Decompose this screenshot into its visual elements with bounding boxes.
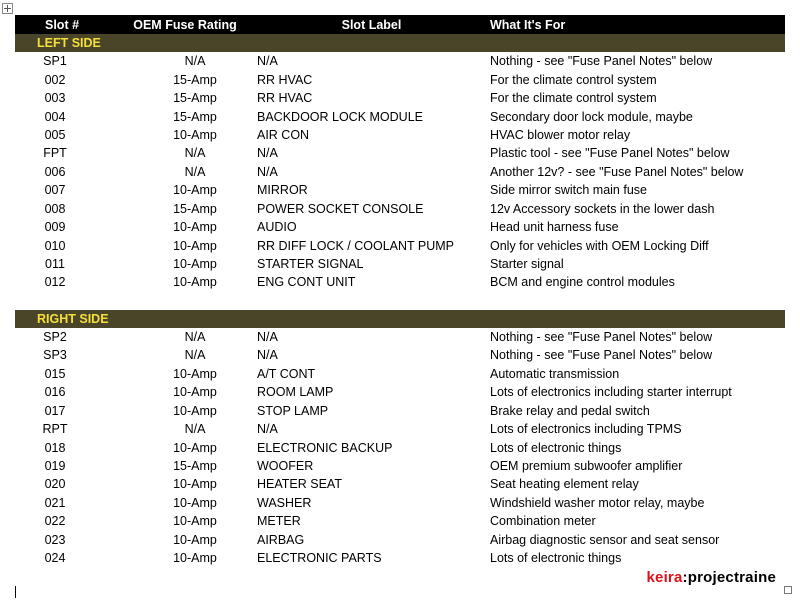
table-row: [15, 200, 785, 218]
brand-part1: keira: [646, 569, 683, 586]
table-row: [15, 549, 785, 567]
cell-label: BACKDOOR LOCK MODULE: [257, 109, 424, 124]
cell-rating: 10-Amp: [173, 220, 217, 235]
cell-label: ELECTRONIC PARTS: [257, 551, 382, 566]
cell-slot: 004: [44, 109, 66, 124]
cell-rating: 15-Amp: [173, 458, 217, 473]
cell-purpose: Lots of electronics including starter interrupt: [490, 385, 732, 400]
resize-square-icon[interactable]: [784, 586, 792, 594]
cell-rating: N/A: [184, 329, 206, 344]
cell-rating: 10-Amp: [173, 183, 217, 198]
cell-slot: SP3: [43, 348, 67, 363]
header-slot: Slot #: [15, 15, 115, 34]
cell-label: METER: [257, 514, 301, 529]
cell-purpose: Automatic transmission: [490, 366, 620, 381]
cell-purpose: OEM premium subwoofer amplifier: [490, 458, 683, 473]
section-header-right-side: [15, 310, 785, 328]
cell-label: N/A: [257, 329, 278, 344]
cell-label: N/A: [257, 164, 278, 179]
cell-rating: 10-Amp: [173, 127, 217, 142]
cell-purpose: HVAC blower motor relay: [490, 127, 631, 142]
table-row: [15, 346, 785, 364]
cell-purpose: Airbag diagnostic sensor and seat sensor: [490, 532, 720, 547]
cell-purpose: Another 12v? - see "Fuse Panel Notes" below: [490, 164, 744, 179]
text-cursor: [15, 586, 16, 598]
fuse-table: [15, 15, 785, 567]
cell-purpose: Nothing - see "Fuse Panel Notes" below: [490, 54, 713, 69]
cell-rating: 15-Amp: [173, 109, 217, 124]
header-purpose: What It's For: [488, 15, 785, 34]
table-row: [15, 401, 785, 419]
cell-slot: SP2: [43, 329, 67, 344]
cell-rating: 10-Amp: [173, 477, 217, 492]
table-header-row: [15, 15, 785, 34]
cell-slot: 016: [44, 385, 66, 400]
table-row: [15, 163, 785, 181]
cell-slot: 020: [44, 477, 66, 492]
table-row: [15, 457, 785, 475]
table-row: [15, 144, 785, 162]
table-row: [15, 52, 785, 70]
cell-label: RR HVAC: [257, 91, 313, 106]
cell-slot: SP1: [43, 54, 67, 69]
table-row: [15, 218, 785, 236]
cell-label: ELECTRONIC BACKUP: [257, 440, 393, 455]
cell-slot: 010: [44, 238, 66, 253]
cell-label: STOP LAMP: [257, 403, 329, 418]
cell-rating: 15-Amp: [173, 72, 217, 87]
cell-slot: RPT: [42, 422, 68, 437]
section-title: RIGHT SIDE: [15, 310, 785, 328]
cell-purpose: For the climate control system: [490, 91, 657, 106]
cell-purpose: Seat heating element relay: [490, 477, 639, 492]
table-row: [15, 107, 785, 125]
cell-label: A/T CONT: [257, 366, 316, 381]
cell-slot: 022: [44, 514, 66, 529]
table-row: [15, 494, 785, 512]
table-row: [15, 328, 785, 346]
cell-label: ENG CONT UNIT: [257, 275, 356, 290]
cell-label: WOOFER: [257, 458, 314, 473]
cell-rating: 10-Amp: [173, 532, 217, 547]
cell-purpose: Nothing - see "Fuse Panel Notes" below: [490, 348, 713, 363]
cell-label: AIR CON: [257, 127, 310, 142]
cell-slot: 015: [44, 366, 66, 381]
cell-purpose: Windshield washer motor relay, maybe: [490, 495, 705, 510]
cell-rating: 10-Amp: [173, 385, 217, 400]
section-title: LEFT SIDE: [15, 34, 785, 52]
cell-label: HEATER SEAT: [257, 477, 342, 492]
cell-purpose: Plastic tool - see "Fuse Panel Notes" below: [490, 146, 730, 161]
cell-purpose: For the climate control system: [490, 72, 657, 87]
cell-label: RR HVAC: [257, 72, 313, 87]
table-row: [15, 89, 785, 107]
cell-slot: 024: [44, 551, 66, 566]
table-row: [15, 181, 785, 199]
cell-slot: 005: [44, 127, 66, 142]
cell-purpose: Brake relay and pedal switch: [490, 403, 650, 418]
cell-purpose: Secondary door lock module, maybe: [490, 109, 693, 124]
cell-slot: 011: [45, 257, 65, 272]
cell-purpose: Only for vehicles with OEM Locking Diff: [490, 238, 709, 253]
cell-rating: 10-Amp: [173, 403, 217, 418]
cell-label: STARTER SIGNAL: [257, 257, 364, 272]
cell-slot: 018: [44, 440, 66, 455]
brand-part2: projectraine: [687, 569, 776, 586]
cell-purpose: 12v Accessory sockets in the lower dash: [490, 201, 715, 216]
cell-rating: 10-Amp: [173, 551, 217, 566]
cell-purpose: Side mirror switch main fuse: [490, 183, 647, 198]
table-row: [15, 236, 785, 254]
cell-label: N/A: [257, 54, 278, 69]
cell-label: AIRBAG: [257, 532, 305, 547]
cell-label: N/A: [257, 348, 278, 363]
spacer-row: [15, 292, 785, 310]
cell-purpose: Nothing - see "Fuse Panel Notes" below: [490, 329, 713, 344]
cell-rating: 10-Amp: [173, 495, 217, 510]
cell-rating: N/A: [184, 422, 206, 437]
cell-rating: N/A: [184, 164, 206, 179]
cell-label: RR DIFF LOCK / COOLANT PUMP: [257, 238, 455, 253]
cell-slot: FPT: [43, 146, 67, 161]
cell-rating: 10-Amp: [173, 238, 217, 253]
table-row: [15, 365, 785, 383]
cell-slot: 012: [44, 275, 66, 290]
cell-slot: 007: [44, 183, 66, 198]
cell-rating: 15-Amp: [173, 201, 217, 216]
cell-rating: 10-Amp: [173, 514, 217, 529]
cell-label: N/A: [257, 422, 278, 437]
cell-purpose: Combination meter: [490, 514, 596, 529]
cell-slot: 008: [44, 201, 66, 216]
cell-purpose: Lots of electronics including TPMS: [490, 422, 682, 437]
table-row: [15, 70, 785, 88]
cell-label: POWER SOCKET CONSOLE: [257, 201, 424, 216]
cell-purpose: Head unit harness fuse: [490, 220, 619, 235]
table-row: [15, 531, 785, 549]
cell-label: ROOM LAMP: [257, 385, 334, 400]
table-row: [15, 475, 785, 493]
table-row: [15, 438, 785, 456]
cell-label: AUDIO: [257, 220, 297, 235]
cell-purpose: BCM and engine control modules: [490, 275, 675, 290]
table-row: [15, 255, 785, 273]
cell-slot: 017: [44, 403, 66, 418]
cell-rating: 10-Amp: [173, 440, 217, 455]
table-row: [15, 383, 785, 401]
brand-watermark: [646, 569, 776, 586]
cell-slot: 006: [44, 164, 66, 179]
cell-rating: 10-Amp: [173, 275, 217, 290]
table-row: [15, 420, 785, 438]
table-row: [15, 273, 785, 291]
cell-rating: 10-Amp: [173, 257, 217, 272]
header-rating: OEM Fuse Rating: [115, 15, 255, 34]
cell-purpose: Lots of electronic things: [490, 440, 622, 455]
cell-slot: 003: [44, 91, 66, 106]
brand-separator: :: [682, 569, 688, 586]
cell-slot: 002: [44, 72, 66, 87]
cell-rating: 15-Amp: [173, 91, 217, 106]
cell-slot: 019: [44, 458, 66, 473]
cell-purpose: Lots of electronic things: [490, 551, 622, 566]
cell-rating: 10-Amp: [173, 366, 217, 381]
cell-rating: N/A: [184, 348, 206, 363]
cell-label: MIRROR: [257, 183, 308, 198]
cell-label: WASHER: [257, 495, 312, 510]
cell-slot: 021: [44, 495, 66, 510]
cell-slot: 009: [44, 220, 66, 235]
spacer-cell: [15, 292, 785, 310]
table-move-handle-icon[interactable]: [2, 3, 13, 14]
cell-purpose: Starter signal: [490, 257, 564, 272]
cell-label: N/A: [257, 146, 278, 161]
section-header-left-side: [15, 34, 785, 52]
cell-rating: N/A: [184, 146, 206, 161]
table-row: [15, 126, 785, 144]
table-row: [15, 512, 785, 530]
header-label: Slot Label: [255, 15, 488, 34]
cell-rating: N/A: [184, 54, 206, 69]
cell-slot: 023: [44, 532, 66, 547]
